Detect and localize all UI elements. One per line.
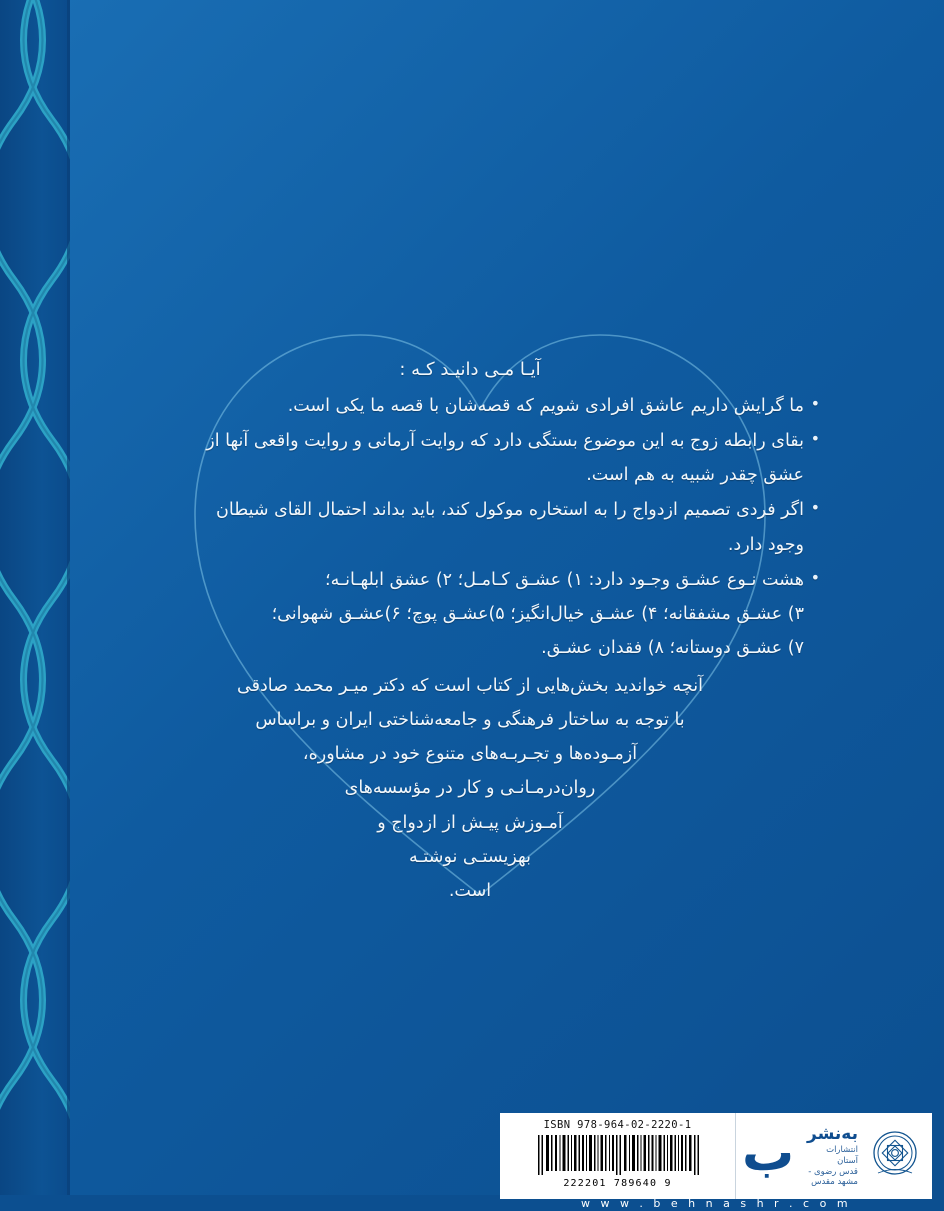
ean13-barcode — [534, 1133, 702, 1177]
blurb-bullet-list — [120, 389, 820, 665]
spine-ornament-band — [0, 0, 70, 1211]
seal-svg — [866, 1127, 924, 1185]
bullet-line: ۳) عشـق مشفقانه؛ ۴) عشـق خیال‌انگیز؛ ۵)عشـق پوچ؛ ۶)عشـق شهوانی؛ — [271, 603, 804, 624]
blurb-paragraph — [120, 669, 820, 908]
list-item — [120, 563, 820, 665]
paragraph-line: با توجه به ساختار فرهنگی و جامعه‌شناختی ایران و براساس — [255, 710, 685, 731]
publisher-seal-line-1: انتشارات آستان — [826, 1145, 858, 1166]
publisher-names — [806, 1124, 858, 1188]
publisher-seal-line-2: قدس رضوی - مشهد مقدس — [808, 1166, 858, 1188]
paragraph-line: روان‌درمـانـی و کار در مؤسسه‌های — [344, 778, 596, 799]
paragraph-line: است. — [448, 880, 492, 901]
paragraph-line: آمـوزش پیـش از ازدواج و — [377, 812, 563, 833]
blurb-title: آیـا مـی دانیـد کـه : — [399, 359, 541, 380]
bullet-line: ۷) عشـق دوستانه؛ ۸) فقدان عشـق. — [541, 637, 804, 658]
isbn-block — [500, 1113, 736, 1199]
astan-quds-seal-icon — [866, 1127, 924, 1185]
publisher-isbn-bar — [500, 1113, 932, 1199]
bullet-line: عشق چقدر شبیه به هم است. — [586, 465, 804, 486]
list-item — [120, 389, 820, 423]
back-cover-blurb — [120, 352, 820, 908]
publisher-logo-letter: ب — [742, 1123, 795, 1183]
braid-pattern-icon — [0, 0, 70, 1211]
bullet-line: وجود دارد. — [727, 534, 804, 555]
publisher-website: w w w . b e h n a s h r . c o m — [580, 1197, 852, 1210]
bullet-line: هشت نـوع عشـق وجـود دارد: ۱) عشـق کـامـل؛ ۲) عشق ابلهـانـه؛ — [325, 569, 804, 590]
publisher-block — [736, 1113, 932, 1199]
bullet-line: ما گرایش داریم عاشق افرادی شویم که قصه‌شان با قصه ما یکی است. — [287, 396, 804, 417]
paragraph-line: آزمـوده‌ها و تجـربـه‌های متنوع خود در مشاوره، — [302, 744, 638, 765]
bullet-line: بقای رابطه زوج به این موضوع بستگی دارد که روایت آرمانی و روایت واقعی آنها از — [206, 431, 804, 452]
barcode-svg — [534, 1133, 702, 1177]
barcode-digits: 9 789640 222201 — [563, 1178, 672, 1189]
paragraph-line: بهزیستـی نوشتـه — [409, 846, 531, 867]
list-item — [120, 424, 820, 492]
isbn-label: ISBN 978-964-02-2220-1 — [543, 1119, 692, 1131]
publisher-name: به‌نشر — [807, 1124, 858, 1145]
paragraph-line: آنچه خواندید بخش‌هایی از کتاب است که دکتر میـر محمد صادقی — [237, 676, 703, 697]
bullet-line: اگر فردی تصمیم ازدواج را به استخاره موکول کند، باید بداند احتمال القای شیطان — [216, 500, 804, 521]
list-item — [120, 493, 820, 561]
spine-edge-line — [67, 0, 70, 1211]
